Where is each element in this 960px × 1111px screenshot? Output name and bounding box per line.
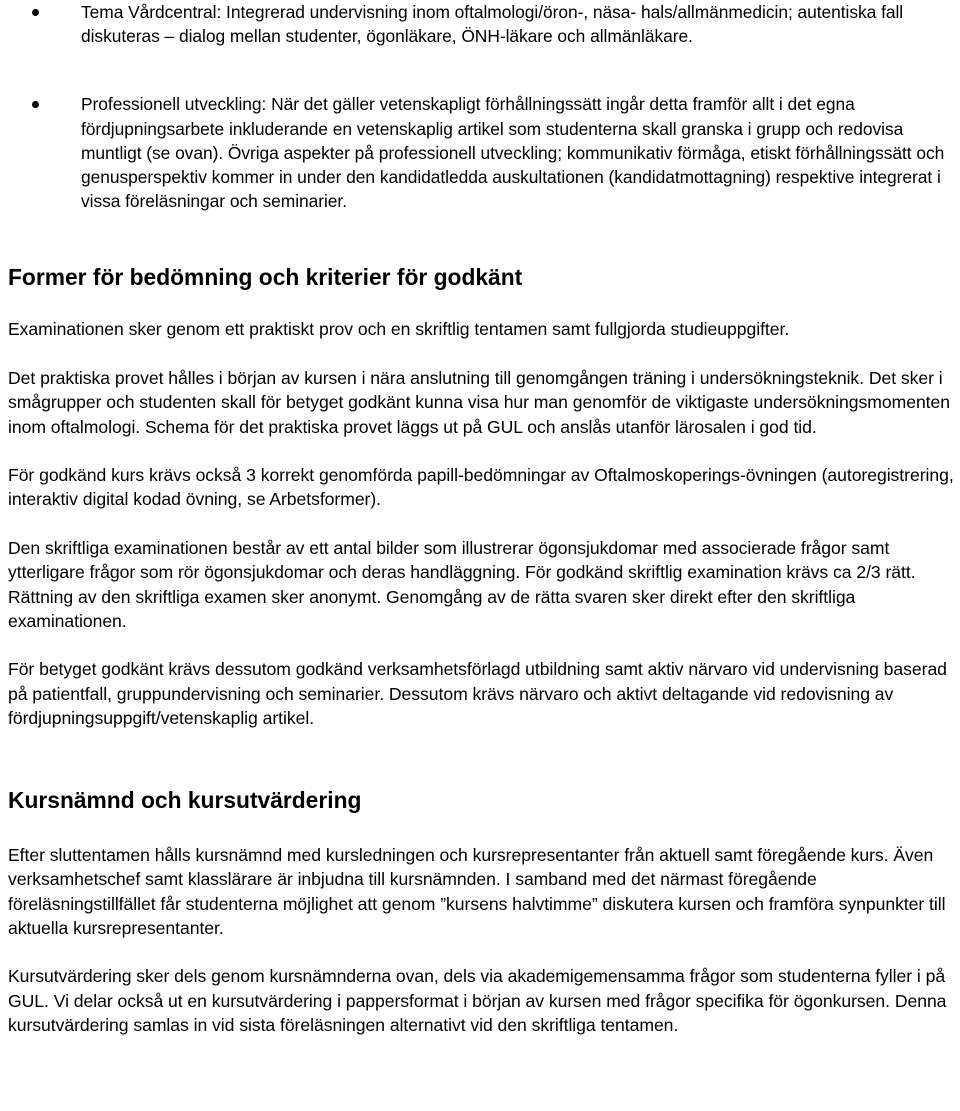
bullet-list	[8, 0, 956, 213]
course-board-paragraph: Efter sluttentamen hålls kursnämnd med kursledningen och kursrepresentanter från aktuell samt föregående kurs. Även verksamhetschef samt klasslärare är inbjudna till kursnämnden. I samband med det närmast föregående föreläsningstillfället får studenterna möjlighet att genom ”kursens halvtimme” diskutera kursen och framföra synpunkter till aktuella kursrepresentanter.	[8, 844, 946, 938]
bullet-item-professionell-utveckling	[8, 92, 956, 213]
bullet-text: Professionell utveckling: När det gäller vetenskapligt förhållningssätt ingår detta framför allt i det egna fördjupningsarbete inkluderande en vetenskaplig artikel som studenterna skall granska i grupp och redovisa muntligt (se ovan). Övriga aspekter på professionell utveckling; kommunikativ förmåga, etiskt förhållningssätt och genusperspektiv kommer in under den kandidatledda auskultationen (kandidatmottagning) respektive integrerat i vissa föreläsningar och seminarier.	[81, 94, 945, 212]
assessment-paragraph: För betyget godkänt krävs dessutom godkänd verksamhetsförlagd utbildning samt aktiv närvaro vid undervisning baserad på patientfall, gruppundervisning och seminarier. Dessutom krävs närvaro och aktivt deltagande vid redovisning av fördjupningsuppgift/vetenskaplig artikel.	[8, 659, 947, 729]
assessment-paragraph: Examinationen sker genom ett praktiskt prov och en skriftlig tentamen samt fullgjorda studieuppgifter.	[8, 319, 790, 340]
course-board-heading: Kursnämnd och kursutvärdering	[8, 786, 362, 813]
bullet-dot	[32, 101, 39, 108]
bullet-text: Tema Vårdcentral: Integrerad undervisning inom oftalmologi/öron-, näsa- hals/allmänmedicin; autentiska fall diskuteras – dialog mellan studenter, ögonläkare, ÖNH-läkare och allmänläkare.	[81, 2, 904, 47]
bullet-item-vardcentral	[8, 0, 956, 48]
course-board-paragraph: Kursutvärdering sker dels genom kursnämnderna ovan, dels via akademigemensamma frågor som studenterna fyller i på GUL. Vi delar också ut en kursutvärdering i pappersformat i början av kursen med frågor specifika för ögonkursen. Denna kursutvärdering samlas in vid sista föreläsningen alternativt vid den skriftliga tentamen.	[8, 966, 947, 1036]
assessment-heading: Former för bedömning och kriterier för godkänt	[8, 264, 523, 291]
assessment-paragraph: För godkänd kurs krävs också 3 korrekt genomförda papill-bedömningar av Oftalmoskoperings-övningen (autoregistrering, interaktiv digital kodad övning, se Arbetsformer).	[8, 465, 954, 510]
assessment-paragraph: Den skriftliga examinationen består av ett antal bilder som illustrerar ögonsjukdomar med associerade frågor samt ytterligare frågor som rör ögonsjukdomar och deras handläggning. För godkänd skriftlig examination krävs ca 2/3 rätt. Rättning av den skriftliga examen sker anonymt. Genomgång av de rätta svaren sker direkt efter den skriftliga examinationen.	[8, 537, 916, 632]
bullet-dot	[32, 9, 39, 16]
document-page	[8, 0, 956, 1038]
assessment-paragraph: Det praktiska provet hålles i början av kursen i nära anslutning till genomgången träning i undersökningsteknik. Det sker i smågrupper och studenten skall för betyget godkänt kunna visa hur man genomför de viktigaste undersökningsmomenten inom oftalmologi. Schema för det praktiska provet läggs ut på GUL och anslås utanför lärosalen i god tid.	[8, 367, 950, 437]
